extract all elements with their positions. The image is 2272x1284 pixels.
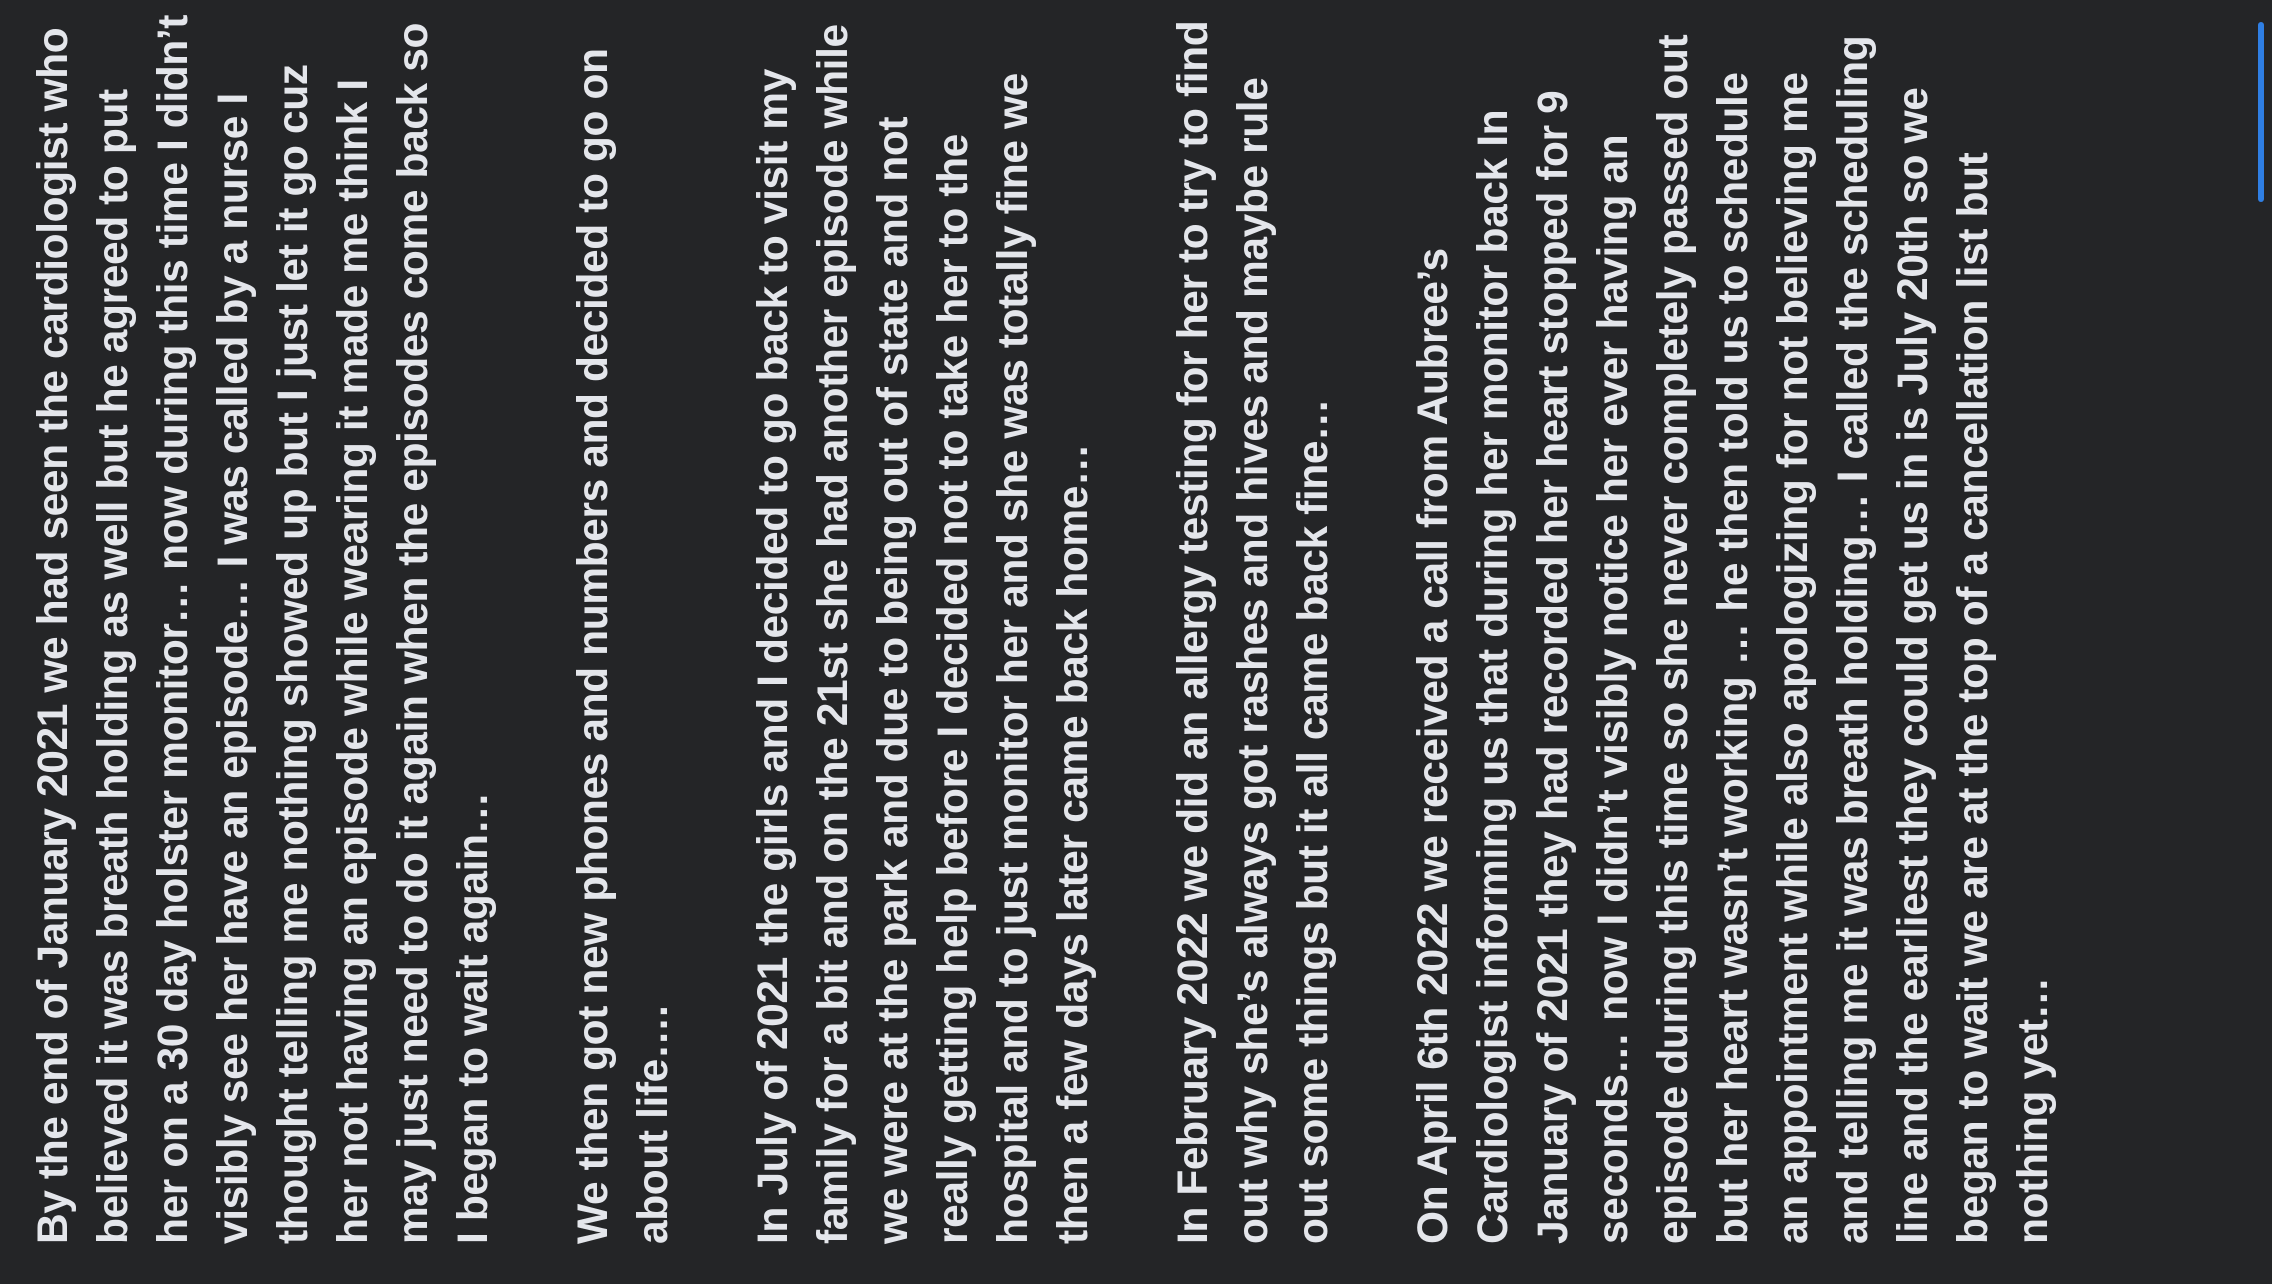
- paragraph-february-2022: In February 2022 we did an allergy testing for her to try to find out why she’s always got rashes and hives and maybe rule out some things but it all came back fine…: [1170, 20, 1337, 1244]
- paragraph-july-2021: In July of 2021 the girls and I decided to go back to visit my family for a bit and on the 21st she had another episode while we were at the park and due to being out of state and not really getting help before I decided not to take her to the hospital and to just monitor her and she was totally fine we then a few days later came back home…: [750, 24, 1097, 1244]
- paragraph-january-2021: By the end of January 2021 we had seen the cardiologist who believed it was breath holding as well but he agreed to put her on a 30 day holster monitor… now during this time I didn’t visibly see her have an episode… I was called by a nurse I thought telling me nothing showed up but I just let it go cuz her not having an episode while wearing it made me think I may just need to do it again when the episodes come back so I began to wait again…: [30, 14, 497, 1244]
- scroll-indicator[interactable]: [2258, 22, 2264, 202]
- paragraph-april-2022: On April 6th 2022 we received a call from Aubree’s Cardiologist informing us that during her monitor back In January of 2021 they had recorded her heart stopped for 9 seconds… now I didn’t visibly notice her ever having an episode during this time so she never completely passed out but her heart wasn’t working … he then told us to schedule an appointment while also apologizing for not believing me and telling me it was breath holding… I called the scheduling line and the earliest they could get us in is July 20th so we began to wait we are at the top of a cancellation list but nothing yet…: [1410, 34, 2057, 1244]
- note-text: [24, 14, 2064, 1244]
- paragraph-new-phones: We then got new phones and numbers and decided to go on about life….: [570, 48, 677, 1244]
